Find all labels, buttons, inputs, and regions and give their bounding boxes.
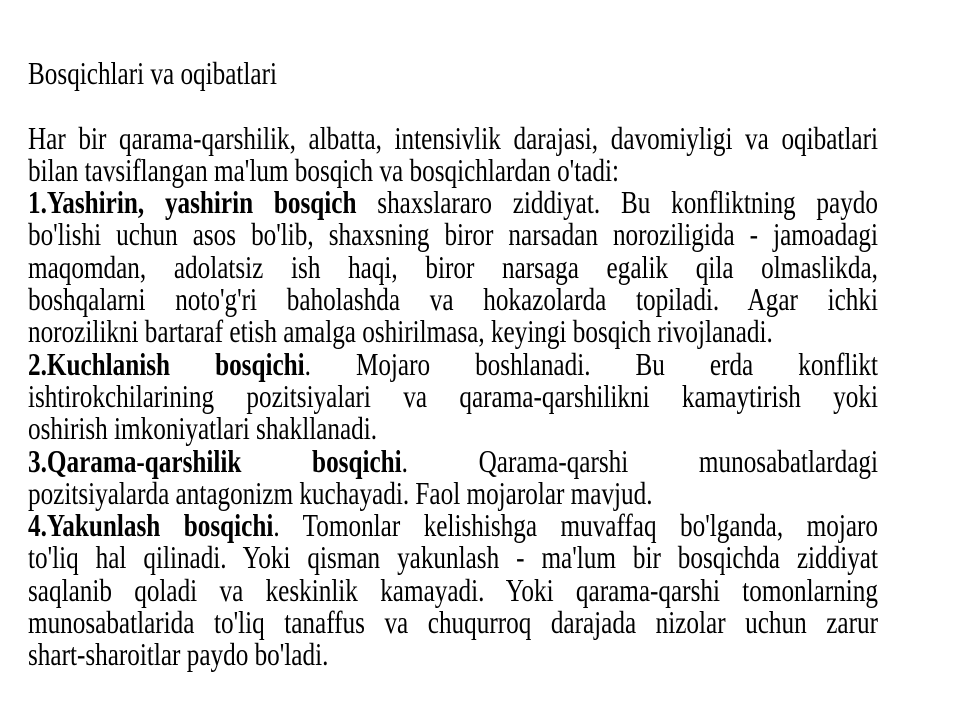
- stage-2-text: . Mojaro boshlanadi. Bu erda konflikt: [304, 345, 878, 382]
- text-line: saqlanib qoladi va keskinlik kamayadi. Yoki qarama-qarshi tomonlarning: [28, 571, 878, 608]
- text-line: bo'lishi uchun asos bo'lib, shaxsning biror narsadan noroziligida - jamoadagi: [28, 216, 878, 253]
- document-page: [28, 57, 878, 671]
- text-line: [28, 442, 878, 479]
- stage-3-text: . Qarama-qarshi munosabatlardagi: [401, 442, 878, 479]
- text-line: norozilikni bartaraf etish amalga oshirilmasa, keyingi bosqich rivojlanadi.: [28, 313, 773, 350]
- page-title: Bosqichlari va oqibatlari: [28, 55, 277, 91]
- stage-3-heading: 3.Qarama-qarshilik bosqichi: [28, 442, 402, 479]
- text-line: maqomdan, adolatsiz ish haqi, biror narsaga egalik qila olmaslikda,: [28, 248, 878, 285]
- stage-2-heading: 2.Kuchlanish bosqichi: [28, 345, 305, 382]
- intro-line-1: Har bir qarama-qarshilik, albatta, intensivlik darajasi, davomiyligi va oqibatlari: [28, 119, 878, 156]
- text-line: ishtirokchilarining pozitsiyalari va qarama-qarshilikni kamaytirish yoki: [28, 377, 878, 414]
- text-line: [28, 119, 878, 156]
- text-line: [28, 507, 878, 544]
- stage-4-text: . Tomonlar kelishishga muvaffaq bo'lganda, mojaro: [273, 507, 878, 544]
- text-line: [28, 345, 878, 382]
- intro-line-2: bilan tavsiflangan ma'lum bosqich va bosqichlardan o'tadi:: [28, 151, 619, 188]
- text-line: to'liq hal qilinadi. Yoki qisman yakunlash - ma'lum bir bosqichda ziddiyat: [28, 539, 878, 576]
- text-line: boshqalarni noto'g'ri baholashda va hokazolarda topiladi. Agar ichki: [28, 281, 878, 318]
- text-line: munosabatlarida to'liq tanaffus va chuqurroq darajada nizolar uchun zarur: [28, 604, 878, 641]
- text-line: shart-sharoitlar paydo bo'ladi.: [28, 636, 329, 673]
- stage-1-text: shaxslararo ziddiyat. Bu konfliktning paydo: [356, 184, 878, 221]
- blank-line: [28, 89, 878, 121]
- stage-1-heading: 1.Yashirin, yashirin bosqich: [28, 184, 357, 221]
- text-line: pozitsiyalarda antagonizm kuchayadi. Faol mojarolar mavjud.: [28, 474, 653, 511]
- text-line: [28, 184, 878, 221]
- text-line: [28, 151, 878, 188]
- stage-4-heading: 4.Yakunlash bosqichi: [28, 507, 274, 544]
- text-line: oshirish imkoniyatlari shakllanadi.: [28, 410, 378, 447]
